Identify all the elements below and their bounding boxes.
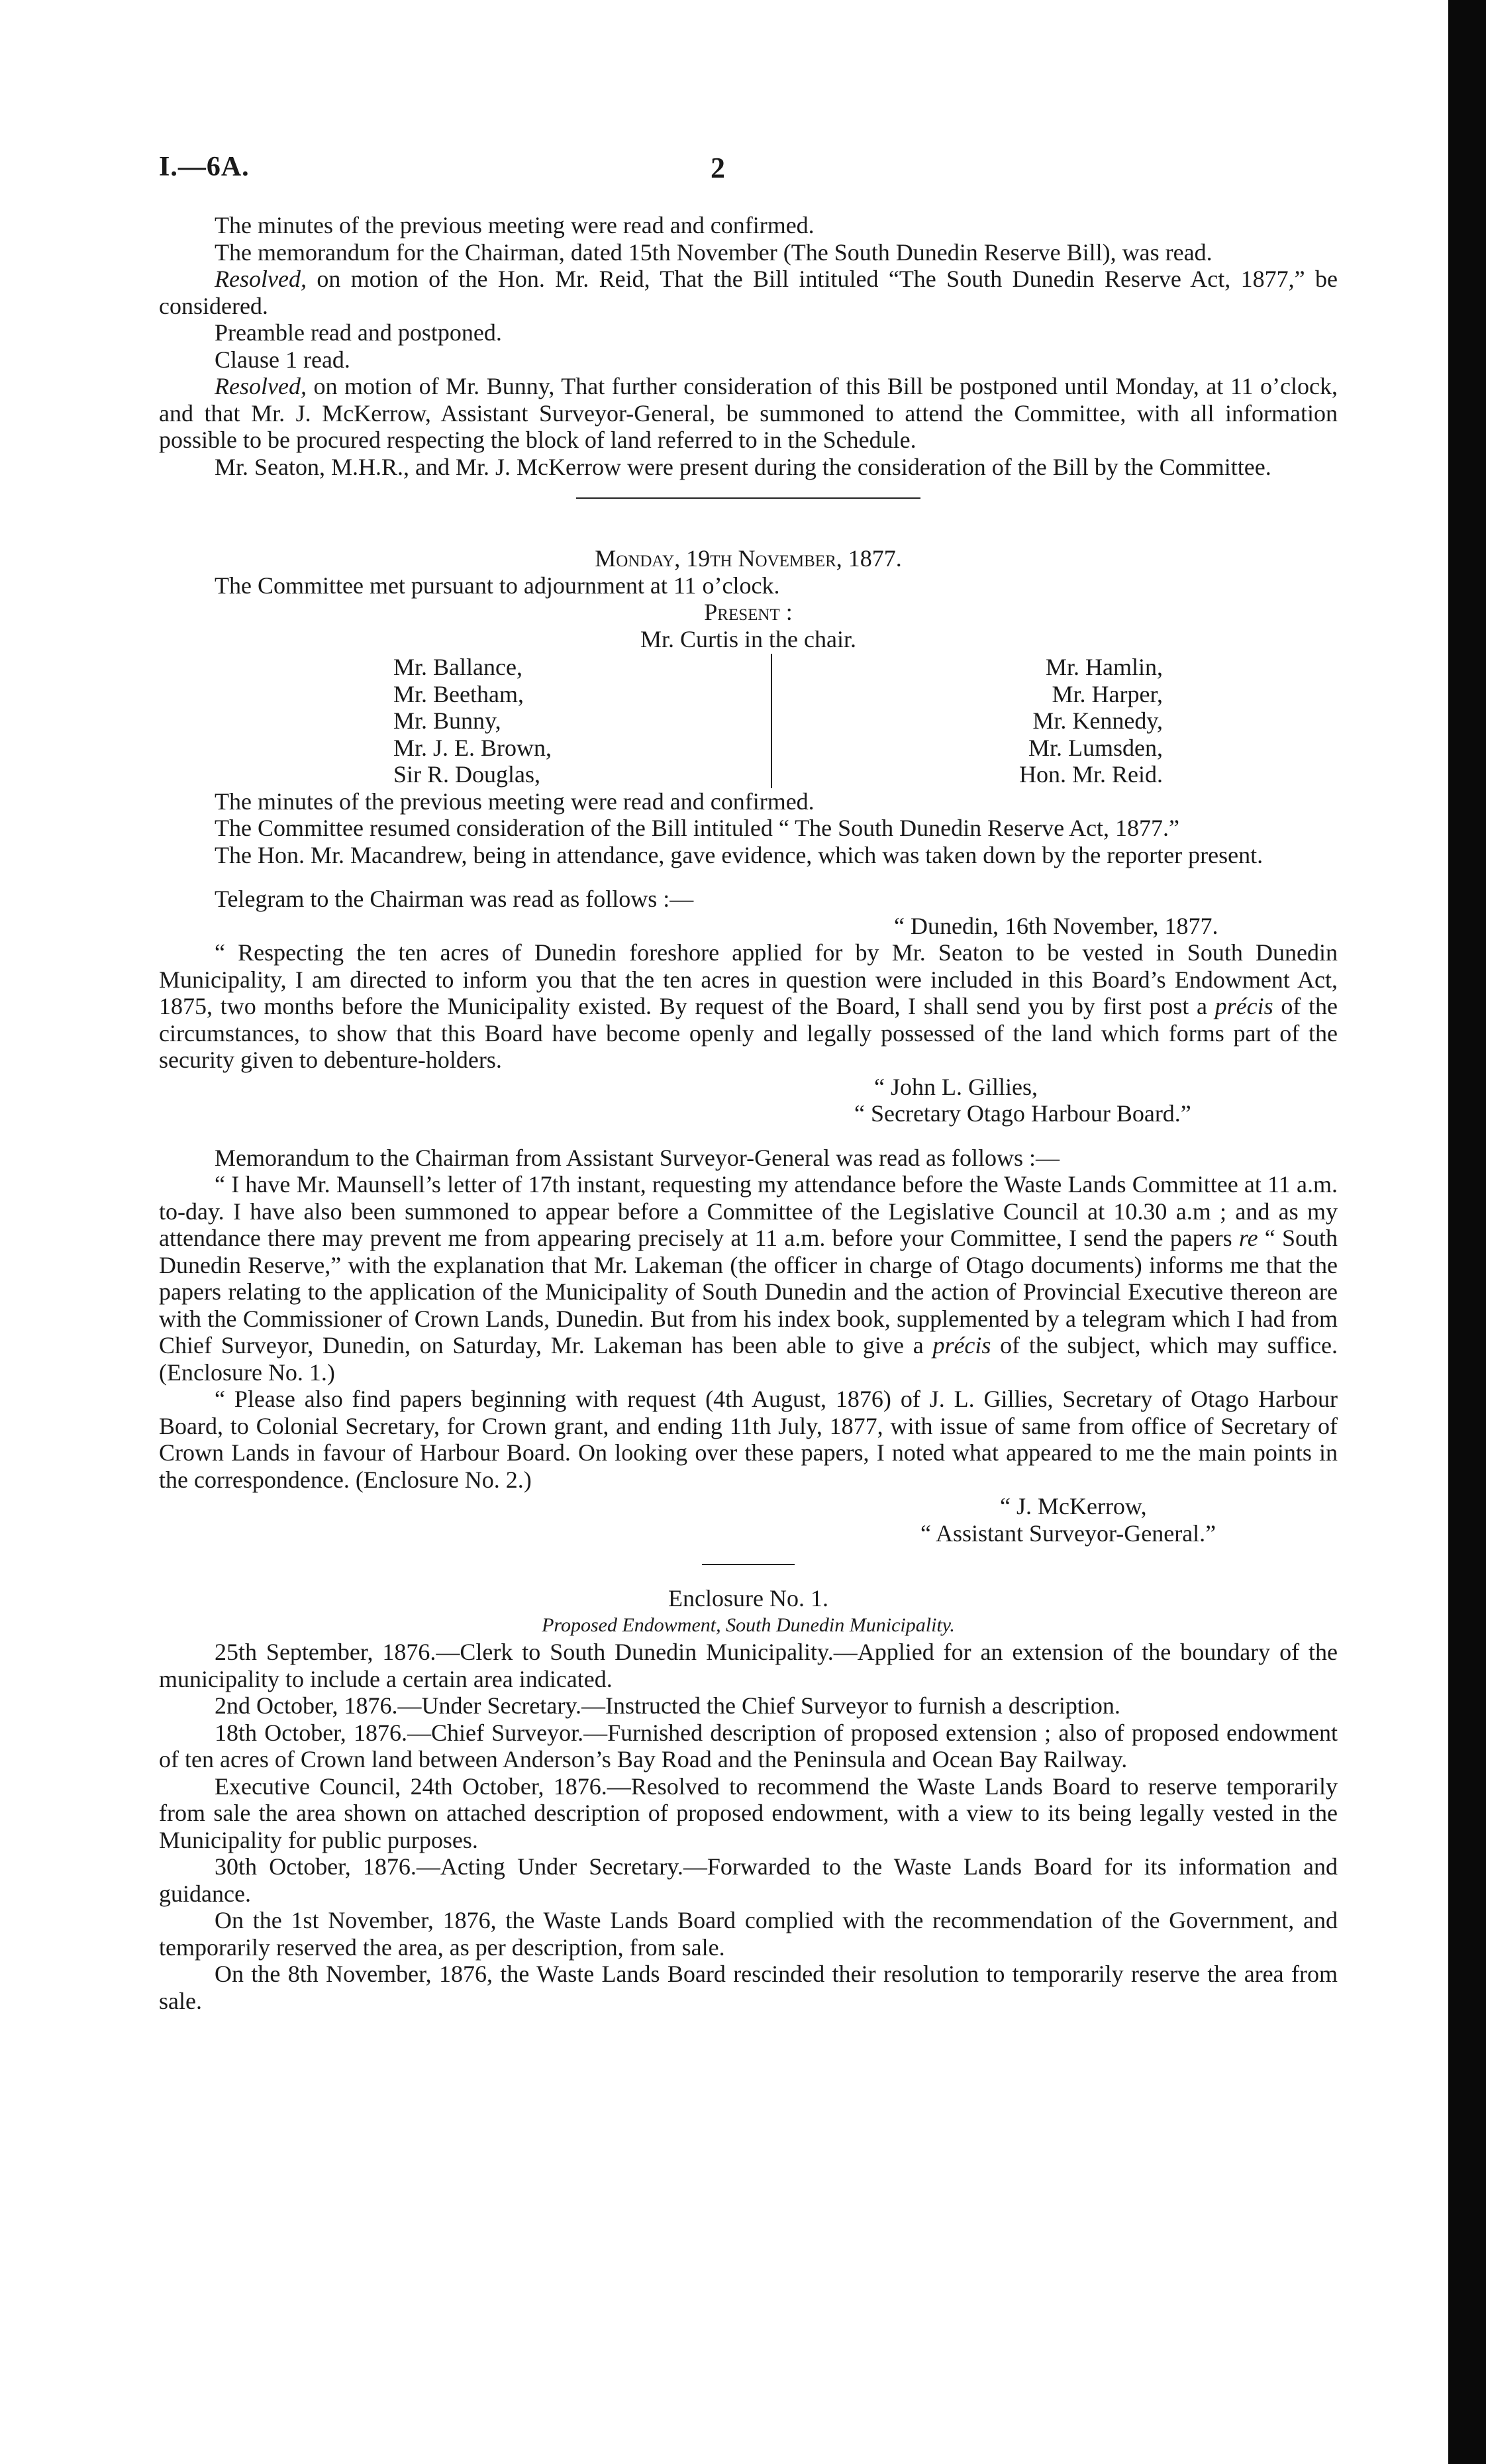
spacer xyxy=(159,868,1338,886)
signature-title: “ Secretary Otago Harbour Board.” xyxy=(854,1100,1191,1127)
member-name: Hon. Mr. Reid. xyxy=(1018,761,1163,788)
telegram-dateline: “ Dunedin, 16th November, 1877. xyxy=(894,912,1218,939)
members-column-right xyxy=(771,654,1163,788)
enclosure-item: On the 8th November, 1876, the Waste Lands Board rescinded their resolution to temporarily reserve the area from sale. xyxy=(159,1961,1338,2014)
page-number: 2 xyxy=(711,152,725,184)
paragraph: The Committee met pursuant to adjournment at 11 o’clock. xyxy=(215,572,780,599)
memo-text: “ I have Mr. Maunsell’s letter of 17th instant, requesting my attendance before the Waste Lands Committee at 11 a.m. to-day. I have also been summoned to appear before a Committee of the Legislative Council at 10.30 a.m ; and as my attendance there may prevent me from appearing precisely at 11 a.m. before your Committee, I send the papers xyxy=(159,1171,1338,1251)
member-name: Mr. Harper, xyxy=(1052,680,1163,707)
member-name: Mr. J. E. Brown, xyxy=(393,734,552,761)
signature-name: “ J. McKerrow, xyxy=(1000,1493,1147,1519)
member-name: Mr. Lumsden, xyxy=(1028,734,1163,761)
paragraph: Mr. Seaton, M.H.R., and Mr. J. McKerrow were present during the consideration of the Bill by the Committee. xyxy=(215,453,1271,480)
member-name: Mr. Kennedy, xyxy=(1032,707,1163,734)
paragraph: The Hon. Mr. Macandrew, being in attendance, gave evidence, which was taken down by the reporter present. xyxy=(215,841,1263,868)
enclosure-item: 2nd October, 1876.—Under Secretary.—Instructed the Chief Surveyor to furnish a description. xyxy=(215,1692,1120,1719)
paragraph-text: on motion of the Hon. Mr. Reid, That the Bill intituled “The South Dunedin Reserve Act, 1877,” be considered. xyxy=(159,266,1338,319)
spacer xyxy=(159,1127,1338,1145)
precis-word: précis xyxy=(1214,993,1273,1019)
spacer xyxy=(159,519,1338,545)
member-name: Mr. Beetham, xyxy=(393,680,524,707)
resolved-label: Resolved, xyxy=(215,266,307,292)
document-body xyxy=(159,212,1338,2014)
paragraph: The memorandum for the Chairman, dated 15th November (The South Dunedin Reserve Bill), was read. xyxy=(215,238,1213,266)
paragraph: The minutes of the previous meeting were read and confirmed. xyxy=(215,212,815,238)
paragraph: The Committee resumed consideration of the Bill intituled “ The South Dunedin Reserve Act, 1877.” xyxy=(215,815,1180,841)
enclosure-item: 18th October, 1876.—Chief Surveyor.—Furnished description of proposed extension ; also of proposed endowment of ten acres of Crown land between Anderson’s Bay Road and the Peninsula and Ocean Bay Railway. xyxy=(159,1719,1338,1772)
memorandum-intro: Memorandum to the Chairman from Assistant Surveyor-General was read as follows :— xyxy=(215,1144,1060,1171)
signature-title: “ Assistant Surveyor-General.” xyxy=(920,1519,1216,1547)
precis-word: précis xyxy=(932,1332,991,1359)
meeting-date: Monday, 19th November, 1877. xyxy=(595,545,902,572)
member-name: Mr. Hamlin, xyxy=(1046,654,1163,680)
paragraph: Clause 1 read. xyxy=(215,346,350,373)
memo-text: “ South Dunedin Reserve,” with the explanation that Mr. Lakeman (the officer in charge of Otago documents) informs me that the papers relating to the application of the Municipality of South Dunedin and the action of Provincial Executive thereon are with the Commissioner of Crown Lands, Dunedin. But from his index book, supplemented by a telegram which I had from Chief Surveyor, Dunedin, on Saturday, Mr. Lakeman has been able to give a xyxy=(159,1225,1338,1359)
document-reference: I.—6A. xyxy=(159,152,250,182)
memorandum-paragraph: “ Please also find papers beginning with request (4th August, 1876) of J. L. Gillies, Secretary of Otago Harbour Board, to Colonial Secretary, for Crown grant, and ending 11th July, 1877, with issue of same from office of Secretary of Crown Lands in favour of Harbour Board. On looking over these papers, I noted what appeared to me the main points in the correspondence. (Enclosure No. 2.) xyxy=(159,1386,1338,1493)
member-name: Mr. Bunny, xyxy=(393,707,501,734)
present-label: Present : xyxy=(704,599,793,625)
paragraph xyxy=(159,266,1338,319)
paragraph-text: on motion of Mr. Bunny, That further consideration of this Bill be postponed until Monday, at 11 o’clock, and that Mr. J. McKerrow, Assistant Surveyor-General, be summoned to attend the Committee, with all information possible to be procured respecting the block of land referred to in the Schedule. xyxy=(159,373,1338,453)
section-divider xyxy=(576,497,920,499)
section-divider xyxy=(702,1564,795,1565)
member-name: Mr. Ballance, xyxy=(393,654,522,680)
enclosure-item: 25th September, 1876.—Clerk to South Dunedin Municipality.—Applied for an extension of the boundary of the municipality to include a certain area indicated. xyxy=(159,1639,1338,1692)
memo-text: of the subject, which may suffice. (Enclosure No. 1.) xyxy=(159,1332,1338,1386)
telegram-text: “ Respecting the ten acres of Dunedin foreshore applied for by Mr. Seaton to be vested in South Dunedin Municipality, I am directed to inform you that the ten acres in question were included in this Board’s Endowment Act, 1875, two months before the Municipality existed. By request of the Board, I shall send you by first post a xyxy=(159,939,1338,1019)
enclosure-item: On the 1st November, 1876, the Waste Lands Board complied with the recommendation of the Government, and temporarily reserved the area, as per description, from sale. xyxy=(159,1907,1338,1961)
telegram-text: of the circumstances, to show that this Board have become openly and legally possessed of the land which forms part of the security given to debenture-holders. xyxy=(159,993,1338,1073)
re-word: re xyxy=(1238,1225,1258,1251)
members-column-left xyxy=(334,654,771,788)
enclosure-item: 30th October, 1876.—Acting Under Secretary.—Forwarded to the Waste Lands Board for its information and guidance. xyxy=(159,1853,1338,1907)
paragraph: The minutes of the previous meeting were read and confirmed. xyxy=(215,788,815,815)
enclosure-title: Enclosure No. 1. xyxy=(668,1585,828,1612)
telegram-intro: Telegram to the Chairman was read as follows :— xyxy=(215,886,694,912)
paragraph xyxy=(159,373,1338,454)
scan-edge-bar xyxy=(1448,0,1486,2464)
enclosure-subtitle: Proposed Endowment, South Dunedin Municipality. xyxy=(542,1614,955,1636)
signature-name smallcaps: “ John L. Gillies, xyxy=(874,1073,1038,1100)
telegram-body xyxy=(159,939,1338,1074)
enclosure-item: Executive Council, 24th October, 1876.—Resolved to recommend the Waste Lands Board to reserve temporarily from sale the area shown on attached description of proposed endowment, with a view to its being legally vested in the Municipality for public purposes. xyxy=(159,1772,1338,1853)
members-present xyxy=(159,654,1338,788)
memorandum-paragraph xyxy=(159,1171,1338,1386)
resolved-label: Resolved, xyxy=(215,373,307,399)
paragraph: Preamble read and postponed. xyxy=(215,319,502,346)
member-name: Sir R. Douglas, xyxy=(393,761,541,788)
chair-line: Mr. Curtis in the chair. xyxy=(640,625,856,652)
